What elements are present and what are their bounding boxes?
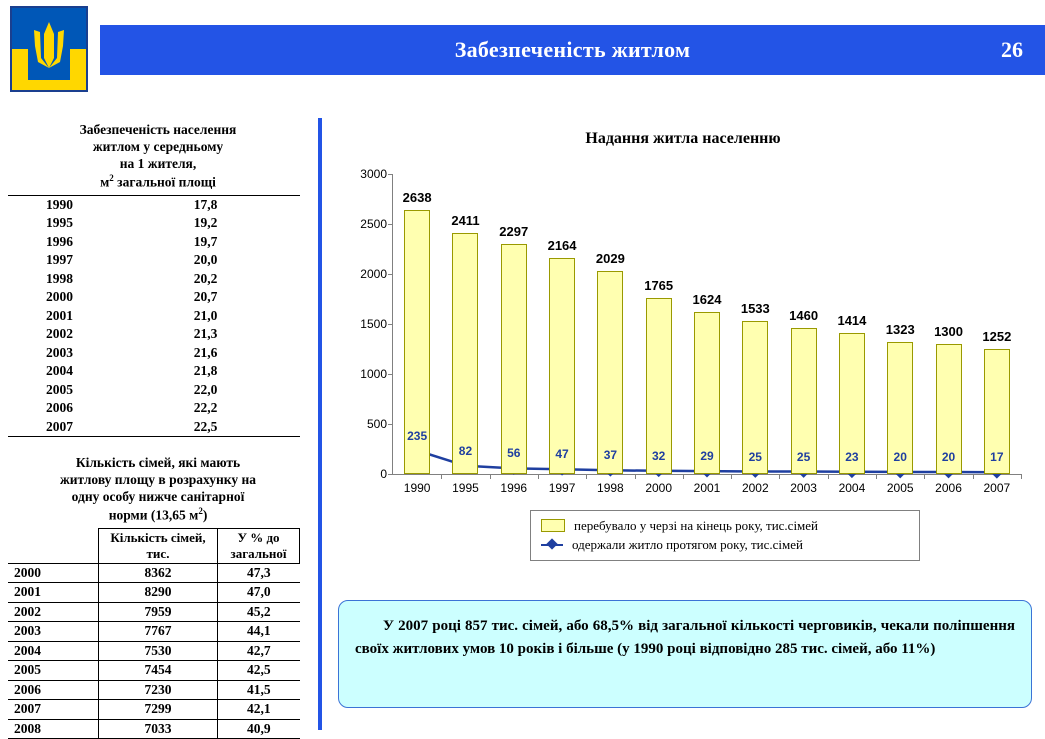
table2-caption-line-3: одну особу нижче санітарної xyxy=(71,488,245,504)
table2-header-count-line2: тис. xyxy=(146,545,170,561)
table1-year: 2003 xyxy=(46,344,73,360)
note-text: У 2007 році 857 тис. сімей, або 68,5% від загальної кількості черговиків, чекали поліпшення своїх житлових умов 10 років і більше (у 1990 році відповідно 285 тис. сімей, або 11%) xyxy=(355,618,1015,657)
table1-value: 20,7 xyxy=(193,289,218,305)
table1-caption xyxy=(8,122,308,191)
legend-label-line: одержали житло протягом року, тис.сімей xyxy=(572,536,803,552)
table2-header-percent-line1: У % до xyxy=(237,530,280,546)
bar-value-label: 1624 xyxy=(692,291,722,307)
table2-percent: 45,2 xyxy=(218,602,300,621)
page-title: Забезпеченість житлом xyxy=(454,37,691,62)
table1-value: 21,3 xyxy=(193,326,218,342)
table-row xyxy=(8,251,300,269)
table2-header-empty xyxy=(8,529,99,564)
line-value-label: 56 xyxy=(507,446,521,461)
table1-caption-sup: 2 xyxy=(109,172,114,183)
table1-year: 1996 xyxy=(46,233,73,249)
table1-year: 1997 xyxy=(46,252,73,268)
table-row xyxy=(8,381,300,399)
x-axis-tick-label: 2001 xyxy=(693,481,721,495)
y-axis-tick-label: 500 xyxy=(366,417,387,431)
table-row xyxy=(8,362,300,380)
table1-year: 2006 xyxy=(46,400,73,416)
line-value-label: 25 xyxy=(796,449,811,464)
table1-value: 20,2 xyxy=(193,270,218,286)
table-row xyxy=(8,399,300,417)
table2-count: 8362 xyxy=(99,563,218,582)
x-axis-tick-mark xyxy=(924,474,925,479)
bar xyxy=(646,298,672,475)
table1-year: 2004 xyxy=(46,363,73,379)
bar-value-label: 1765 xyxy=(644,277,674,293)
table2-percent: 41,5 xyxy=(218,680,300,699)
plot-wrapper xyxy=(330,166,1036,506)
table2-count: 7530 xyxy=(99,641,218,660)
table2-percent: 47,0 xyxy=(218,583,300,602)
x-axis-tick-mark xyxy=(828,474,829,479)
table1-value: 21,6 xyxy=(193,344,218,360)
table1-year: 2002 xyxy=(46,326,73,342)
table2-header-row xyxy=(8,529,300,564)
table-row xyxy=(8,214,300,232)
table-row xyxy=(8,563,300,582)
families-below-norm-table xyxy=(8,528,300,739)
table2-year: 2004 xyxy=(8,641,99,660)
x-axis-tick-mark xyxy=(779,474,780,479)
bar xyxy=(549,258,575,474)
x-axis-tick-mark xyxy=(635,474,636,479)
table2-header-count-line1: Кількість сімей, xyxy=(110,530,206,546)
bar-value-label: 2297 xyxy=(499,224,529,240)
table-row xyxy=(8,233,300,251)
table-row xyxy=(8,307,300,325)
table1-year: 2005 xyxy=(46,381,73,397)
legend-label-bars: перебувало у черзі на кінець року, тис.сімей xyxy=(574,518,819,533)
y-axis-tick-mark xyxy=(388,324,393,325)
table2-caption-line-1: Кількість сімей, які мають xyxy=(75,455,241,471)
x-axis-tick-mark xyxy=(490,474,491,479)
table-row xyxy=(8,583,300,602)
table1-year: 1990 xyxy=(8,196,111,215)
y-axis-tick-label: 1500 xyxy=(360,317,387,331)
line-value-label: 32 xyxy=(652,448,666,463)
table-row xyxy=(8,661,300,680)
table1-value: 21,8 xyxy=(193,363,218,379)
spacer xyxy=(8,437,308,455)
line-value-label: 23 xyxy=(845,449,859,464)
line-value-label: 235 xyxy=(407,428,428,443)
bar-value-label: 1414 xyxy=(837,312,867,328)
x-axis-tick-mark xyxy=(876,474,877,479)
bar-value-label: 1252 xyxy=(982,328,1012,344)
bar xyxy=(452,233,478,474)
line-value-label: 17 xyxy=(990,450,1004,465)
x-axis-tick-label: 2005 xyxy=(886,481,914,495)
bar-value-label: 2411 xyxy=(451,212,480,228)
x-axis-tick-label: 1996 xyxy=(500,481,528,495)
x-axis-tick-label: 1997 xyxy=(548,481,576,495)
table-row xyxy=(8,418,300,437)
bar xyxy=(501,244,527,474)
table2-count: 7454 xyxy=(99,661,218,680)
y-axis-tick-label: 1000 xyxy=(360,367,387,381)
legend-swatch-bar-icon xyxy=(541,519,565,532)
x-axis-tick-mark xyxy=(441,474,442,479)
bar-value-label: 1300 xyxy=(934,324,963,339)
x-axis-tick-label: 1998 xyxy=(597,481,624,495)
table1-year: 2007 xyxy=(8,418,111,437)
table2-percent: 42,1 xyxy=(218,700,300,719)
table2-header-percent-line2: загальної xyxy=(230,545,287,561)
legend-item-bars xyxy=(541,517,909,535)
table2-count: 8290 xyxy=(99,583,218,602)
y-axis-tick-label: 0 xyxy=(380,467,387,481)
table1-value: 19,2 xyxy=(193,215,218,231)
y-axis-tick-label: 2000 xyxy=(360,267,387,281)
table2-year: 2006 xyxy=(8,680,99,699)
line-value-label: 37 xyxy=(603,448,618,463)
table2-count: 7033 xyxy=(99,719,218,738)
table1-caption-line-1: Забезпеченість населення xyxy=(79,122,237,137)
title-bar xyxy=(100,25,1045,75)
bar-value-label: 1323 xyxy=(885,321,915,337)
y-axis-tick-mark xyxy=(388,224,393,225)
table1-value: 22,2 xyxy=(193,400,218,416)
housing-per-capita-table xyxy=(8,195,300,437)
table-row xyxy=(8,196,300,215)
ukraine-coat-of-arms-icon xyxy=(10,6,88,92)
housing-provision-chart xyxy=(330,118,1036,573)
table2-header-percent xyxy=(218,529,300,564)
table1-value: 17,8 xyxy=(111,196,300,215)
x-axis-tick-mark xyxy=(731,474,732,479)
table2-year: 2007 xyxy=(8,700,99,719)
table-row xyxy=(8,270,300,288)
bar xyxy=(597,271,623,474)
bar-value-label: 2029 xyxy=(595,251,625,267)
table2-count: 7959 xyxy=(99,602,218,621)
table2-count: 7767 xyxy=(99,622,218,641)
table1-caption-line-2: житлом у середньому xyxy=(92,138,224,154)
x-axis-tick-label: 2002 xyxy=(741,481,769,495)
table2-caption-line-2: житлову площу в розрахунку на xyxy=(59,471,257,487)
x-axis-tick-mark xyxy=(683,474,684,479)
x-axis-tick-label: 2006 xyxy=(935,481,962,495)
vertical-divider xyxy=(318,118,322,730)
x-axis-tick-mark xyxy=(1021,474,1022,479)
table-row xyxy=(8,680,300,699)
table2-year: 2001 xyxy=(8,583,99,602)
table-row xyxy=(8,344,300,362)
y-axis-tick-mark xyxy=(388,174,393,175)
table1-year: 1995 xyxy=(46,215,73,231)
legend-swatch-line-icon xyxy=(541,539,563,550)
line-value-label: 82 xyxy=(458,443,473,458)
y-axis-tick-mark xyxy=(388,424,393,425)
y-axis-tick-mark xyxy=(388,274,393,275)
line-value-label: 20 xyxy=(941,450,956,464)
chart-legend xyxy=(530,510,920,561)
table-row xyxy=(8,288,300,306)
table2-percent: 47,3 xyxy=(218,563,300,582)
table2-count: 7230 xyxy=(99,680,218,699)
x-axis-tick-mark xyxy=(538,474,539,479)
table1-value: 22,0 xyxy=(193,381,218,397)
bar-value-label: 1533 xyxy=(740,300,770,316)
table1-value: 19,7 xyxy=(193,233,218,249)
y-axis-tick-mark xyxy=(388,374,393,375)
table-row xyxy=(8,719,300,738)
table1-year: 1998 xyxy=(46,270,73,286)
note-box xyxy=(338,600,1032,708)
table1-caption-line-3: на 1 жителя, xyxy=(119,155,197,171)
table2-year: 2000 xyxy=(8,563,99,582)
table2-caption xyxy=(8,455,308,524)
bar-value-label: 2164 xyxy=(547,237,577,253)
table2-year: 2002 xyxy=(8,602,99,621)
table1-value: 22,5 xyxy=(111,418,300,437)
table2-count: 7299 xyxy=(99,700,218,719)
x-axis-tick-label: 1995 xyxy=(452,481,479,495)
table1-year: 2000 xyxy=(46,289,73,305)
x-axis-tick-label: 2004 xyxy=(838,481,866,495)
bar-value-label: 1460 xyxy=(789,308,819,323)
table2-caption-sup: 2 xyxy=(198,505,203,516)
table-row xyxy=(8,325,300,343)
table2-header-count xyxy=(99,529,218,564)
x-axis-tick-mark xyxy=(586,474,587,479)
chart-title: Надання житла населенню xyxy=(585,130,781,147)
table-row xyxy=(8,602,300,621)
page-number: 26 xyxy=(1001,37,1023,62)
table1-value: 20,0 xyxy=(193,252,218,268)
table1-caption-line-4: $м^2$ загальної площі xyxy=(100,172,216,190)
left-column xyxy=(8,122,308,739)
table-row xyxy=(8,622,300,641)
table2-percent: 40,9 xyxy=(218,719,300,738)
table-row xyxy=(8,641,300,660)
table1-value: 21,0 xyxy=(193,307,218,323)
table2-caption-line-4: норми (13,65 $м^2$) xyxy=(108,505,208,523)
y-axis-tick-label: 3000 xyxy=(360,167,387,181)
y-axis-tick-label: 2500 xyxy=(360,217,387,231)
plot-area xyxy=(360,167,1021,495)
table1-year: 2001 xyxy=(46,307,73,323)
line-value-label: 47 xyxy=(555,447,569,462)
x-axis-tick-label: 1990 xyxy=(403,481,431,495)
legend-item-line xyxy=(541,536,909,554)
table2-year: 2003 xyxy=(8,622,99,641)
table2-year: 2005 xyxy=(8,661,99,680)
line-value-label: 25 xyxy=(748,449,762,464)
y-axis-tick-mark xyxy=(388,474,393,475)
x-axis-tick-label: 2003 xyxy=(790,481,817,495)
x-axis-tick-label: 2007 xyxy=(983,481,1011,495)
table2-percent: 42,5 xyxy=(218,661,300,680)
x-axis-tick-label: 2000 xyxy=(645,481,673,495)
line-value-label: 20 xyxy=(893,450,907,464)
table2-percent: 44,1 xyxy=(218,622,300,641)
page-header xyxy=(0,0,1045,100)
table2-year: 2008 xyxy=(8,719,99,738)
x-axis-tick-mark xyxy=(973,474,974,479)
bar-value-label: 2638 xyxy=(402,190,432,206)
line-value-label: 29 xyxy=(700,449,714,464)
table2-percent: 42,7 xyxy=(218,641,300,660)
table-row xyxy=(8,700,300,719)
